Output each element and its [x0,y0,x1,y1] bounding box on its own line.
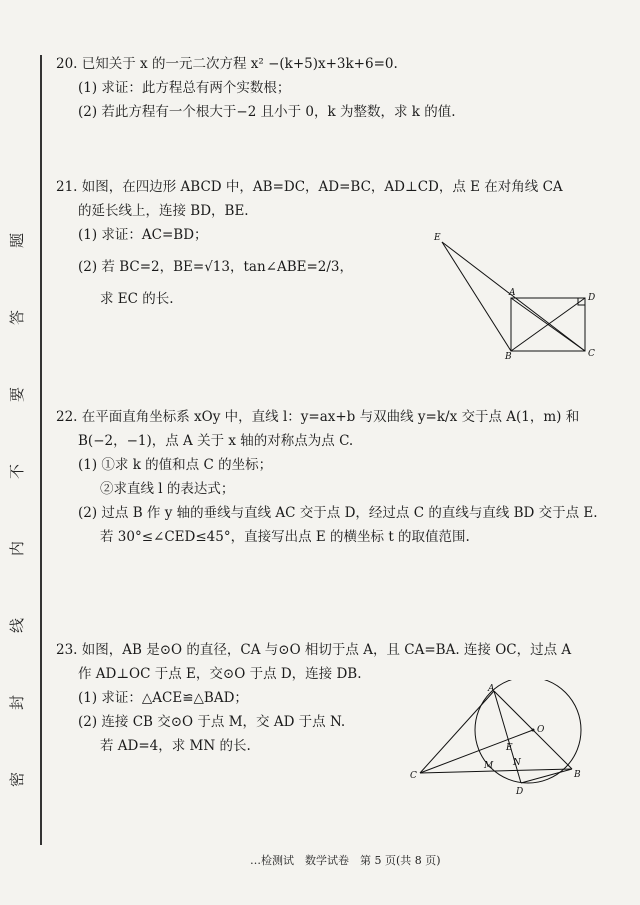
q22-line-6: 若 30°≤∠CED≤45°，直接写出点 E 的横坐标 t 的取值范围. [100,529,470,545]
q23-line-1: 23. 如图，AB 是⊙O 的直径，CA 与⊙O 相切于点 A，且 CA=BA. 连接 OC，过点 A [56,642,572,658]
figure-label-C: C [588,349,595,359]
q22-line-2: B(−2，−1)，点 A 关于 x 轴的对称点为点 C. [78,433,354,449]
q23-line-4: (2) 连接 CB 交⊙O 于点 M，交 AD 于点 N. [78,714,346,730]
figure-label-B: B [505,352,512,362]
q22-line-3: (1) ①求 k 的值和点 C 的坐标； [78,457,273,473]
q23-line-5: 若 AD=4，求 MN 的长. [100,738,251,754]
q22-line-5: (2) 过点 B 作 y 轴的垂线与直线 AC 交于点 D，经过点 C 的直线与直线 BD 交于点 E. [78,505,598,521]
q21-line-1: 21. 如图，在四边形 ABCD 中，AB=DC，AD=BC，AD⊥CD，点 E 在对角线 CA [56,179,563,195]
q23-line-2: 作 AD⊥OC 于点 E，交⊙O 于点 D，连接 DB. [78,666,362,682]
seal-notice [6,230,28,790]
q23-figure [400,680,605,809]
figure-label-E: E [506,743,513,753]
figure-label-E: E [434,233,441,243]
q21-line-5: 求 EC 的长. [100,291,174,307]
q22-line-1: 22. 在平面直角坐标系 xOy 中，直线 l：y=ax+b 与双曲线 y=k/x 交于点 A(1，m) 和 [56,409,580,425]
page-footer: …检测试 数学试卷 第 5 页(共 8 页) [250,854,441,867]
seal-char: 线 [8,617,27,634]
seal-char: 封 [8,694,27,711]
q20-line-3: (2) 若此方程有一个根大于−2 且小于 0，k 为整数，求 k 的值. [78,104,456,120]
figure-label-O: O [537,725,545,735]
figure-label-D: D [588,293,596,303]
seal-char: 不 [8,463,27,480]
figure-label-C: C [410,771,417,781]
q21-line-4: (2) 若 BC=2，BE=√13，tan∠ABE=2/3， [78,259,354,275]
q20-line-1: 20. 已知关于 x 的一元二次方程 x² −(k+5)x+3k+6=0. [56,56,398,72]
seal-char: 题 [8,232,27,249]
seal-char: 答 [8,309,27,326]
q21-line-2: 的延长线上，连接 BD，BE. [78,203,249,219]
q21-figure [425,228,605,367]
question-20 [56,52,456,124]
seal-char: 内 [8,540,27,557]
q21-line-3: (1) 求证：AC=BD； [78,227,208,243]
figure-label-A: A [488,684,495,694]
seal-char: 要 [8,386,27,403]
q23-line-3: (1) 求证：△ACE≌△BAD； [78,690,248,706]
figure-label-M: M [484,761,494,771]
question-22 [56,405,598,549]
figure-label-B: B [574,770,581,780]
binding-line [40,55,42,845]
q22-line-4: ②求直线 l 的表达式； [100,481,235,497]
q20-line-2: (1) 求证：此方程总有两个实数根； [78,80,291,96]
seal-char: 密 [8,771,27,788]
figure-label-A: A [509,288,516,298]
figure-label-D: D [516,787,524,797]
figure-label-N: N [513,758,521,768]
